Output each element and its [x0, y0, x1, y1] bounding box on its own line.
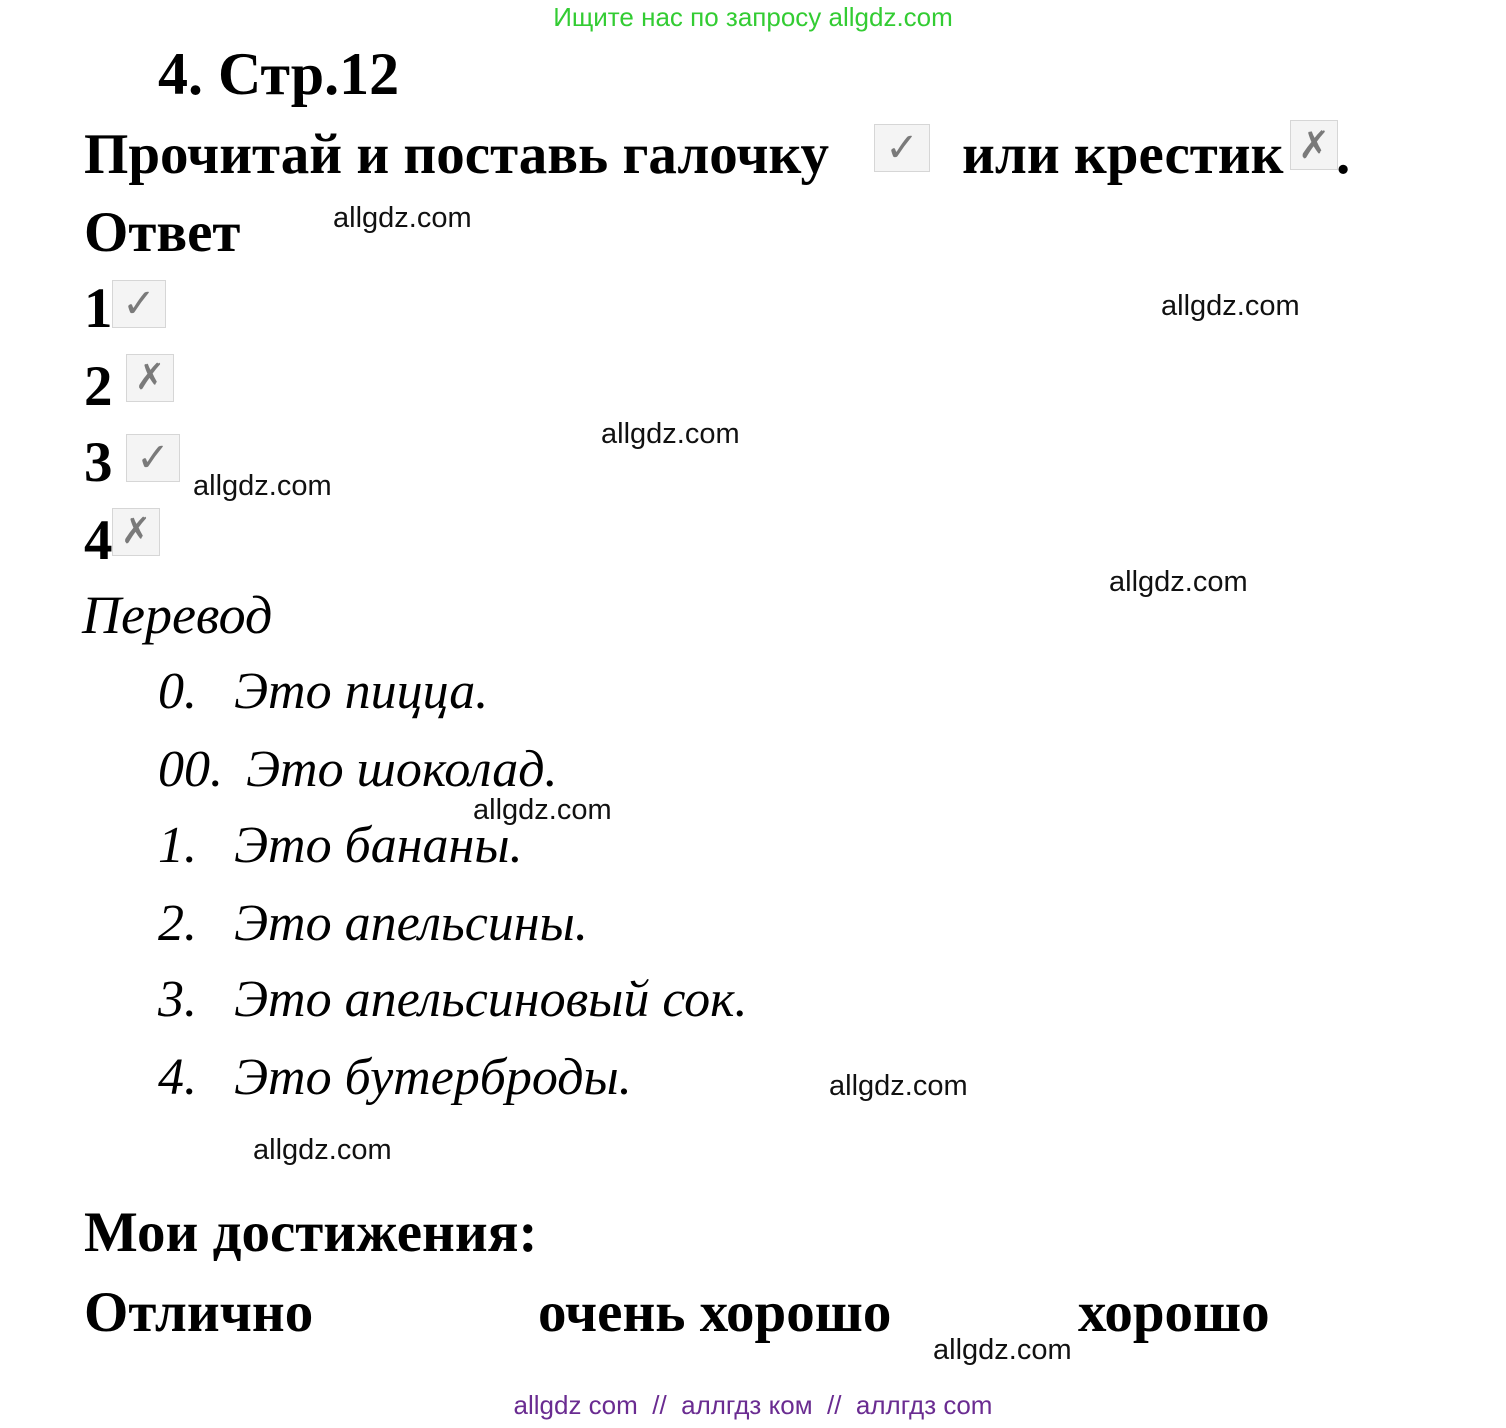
achievements-heading: Мои достижения:: [84, 1201, 538, 1264]
instruction-text-middle-wrap: [962, 122, 1283, 187]
answer-heading: Ответ: [84, 201, 241, 264]
instruction-text-end: .: [1336, 123, 1351, 186]
achievement-level-very-good: очень хорошо: [538, 1281, 892, 1344]
achievement-level-good: хорошо: [1078, 1281, 1270, 1344]
translation-heading: Перевод: [82, 585, 273, 645]
cross-mark-icon: ✗: [126, 354, 174, 402]
translation-num-00: 00.: [158, 741, 223, 798]
translation-text-0: Это пицца.: [234, 663, 489, 720]
achievement-level-excellent: Отлично: [84, 1281, 314, 1344]
cross-mark-icon: ✗: [112, 508, 160, 556]
footer-links[interactable]: allgdz com // аллгдз ком // аллгдз com: [513, 1390, 993, 1420]
translation-num-3: 3.: [158, 971, 197, 1028]
translation-text-3: Это апельсиновый сок.: [234, 971, 748, 1028]
translation-text-2: Это апельсины.: [234, 895, 588, 952]
translation-text-1: Это бананы.: [234, 817, 523, 874]
instruction-text-middle: или крестик: [962, 123, 1284, 186]
cross-mark-icon: ✗: [1290, 120, 1338, 170]
translation-num-0: 0.: [158, 663, 197, 720]
check-mark-icon: ✓: [112, 280, 166, 328]
watermark: allgdz.com: [193, 470, 332, 502]
watermark: allgdz.com: [601, 418, 740, 450]
watermark: allgdz.com: [1109, 566, 1248, 598]
translation-num-2: 2.: [158, 895, 197, 952]
instruction-line: [84, 122, 829, 187]
exercise-title: 4. Стр.12: [158, 41, 400, 107]
answer-number-1: 1: [84, 277, 113, 340]
answer-number-3: 3: [84, 431, 113, 494]
top-banner[interactable]: Ищите нас по запросу allgdz.com: [553, 2, 953, 32]
answer-number-2: 2: [84, 355, 113, 418]
translation-num-4: 4.: [158, 1049, 197, 1106]
watermark: allgdz.com: [333, 202, 472, 234]
answer-number-4: 4: [84, 509, 113, 572]
watermark: allgdz.com: [473, 794, 612, 826]
check-mark-icon: ✓: [874, 124, 930, 172]
check-mark-icon: ✓: [126, 434, 180, 482]
watermark: allgdz.com: [253, 1134, 392, 1166]
instruction-text-before: Прочитай и поставь галочку: [84, 123, 830, 186]
watermark: allgdz.com: [829, 1070, 968, 1102]
watermark: allgdz.com: [1161, 290, 1300, 322]
watermark: allgdz.com: [933, 1334, 1072, 1366]
translation-text-4: Это бутерброды.: [234, 1049, 632, 1106]
translation-num-1: 1.: [158, 817, 197, 874]
translation-text-00: Это шоколад.: [246, 741, 558, 798]
